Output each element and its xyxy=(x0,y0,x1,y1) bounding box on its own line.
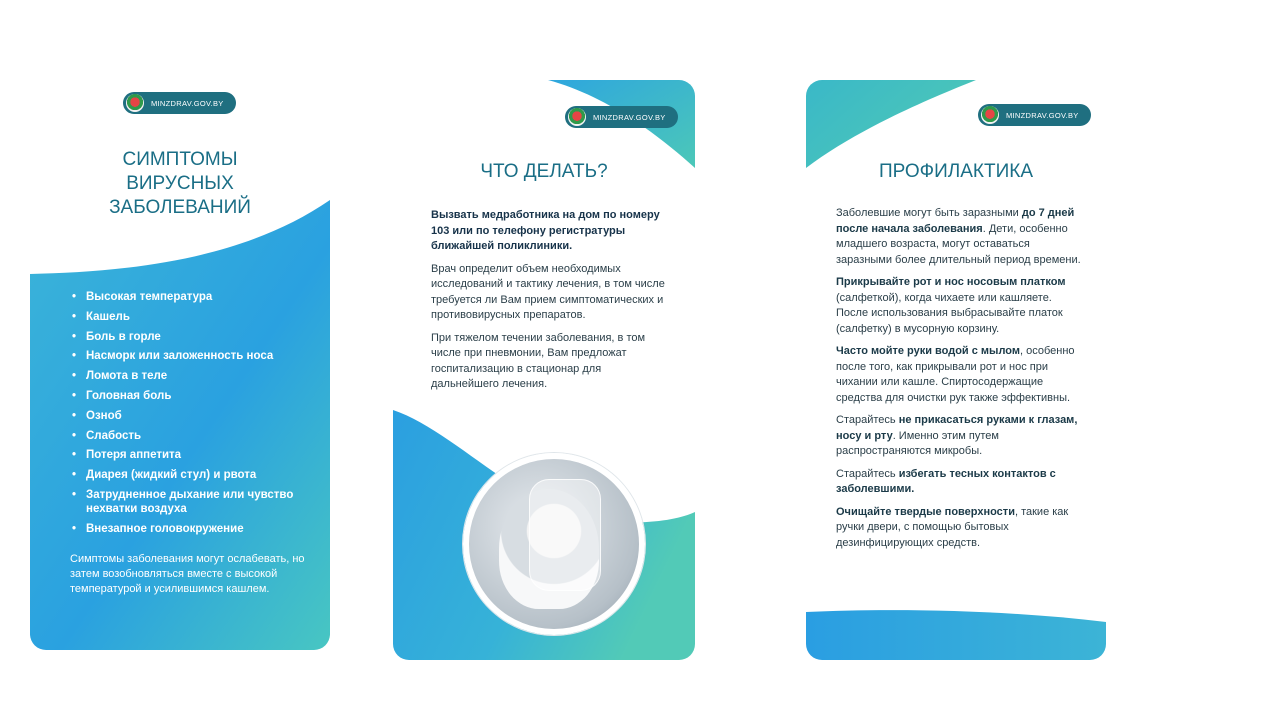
list-item: • Головная боль xyxy=(70,389,320,403)
tip-emphasis: до 7 дней после начала заболевания xyxy=(836,207,1075,235)
panel-title: ЧТО ДЕЛАТЬ? xyxy=(480,161,608,182)
emblem-icon xyxy=(126,94,144,112)
lead-text: Вызвать медработника на дом по номеру 103 или по телефону регистратуры ближайшей поликлиники. xyxy=(431,209,660,252)
brand-logo[interactable] xyxy=(123,92,236,114)
prevention-tips xyxy=(836,206,1081,558)
panel-prevention xyxy=(806,80,1106,660)
tip xyxy=(836,505,1081,552)
title-line: СИМПТОМЫ xyxy=(122,149,238,170)
emblem-icon xyxy=(568,108,586,126)
tip-emphasis: Прикрывайте рот и нос носовым платком xyxy=(836,276,1066,288)
brand-site: MINZDRAV.GOV.BY xyxy=(151,98,224,108)
brand-site: MINZDRAV.GOV.BY xyxy=(1006,110,1079,120)
paragraph: Врач определит объем необходимых исследований и тактику лечения, в том числе требуется ли Вам прием симптоматических и противовирусных препаратов. xyxy=(431,262,665,321)
list-item: • Озноб xyxy=(70,409,320,423)
tip-emphasis: избегать тесных контактов с заболевшими. xyxy=(836,467,1056,495)
tip-emphasis: Очищайте твердые поверхности xyxy=(836,505,1015,518)
tip-text: (салфеткой), когда чихаете или кашляете. После использования выбрасывайте платок (салфетку) в мусорную корзину. xyxy=(836,291,1063,335)
list-item: • Насморк или заложенность носа xyxy=(70,349,320,363)
brand-logo[interactable] xyxy=(978,104,1091,126)
panel-title xyxy=(50,148,310,220)
paragraph: При тяжелом течении заболевания, в том числе при пневмонии, Вам предложат госпитализацию в стационар для дальнейшего лечения. xyxy=(431,331,646,390)
tip-text: Старайтесь xyxy=(836,414,899,426)
list-item: • Затрудненное дыхание или чувство нехватки воздуха xyxy=(70,488,320,516)
list-item: • Слабость xyxy=(70,429,320,443)
tip-emphasis: Часто мойте руки водой с мылом xyxy=(836,345,1021,357)
tip-text: , особенно после того, как прикрывали рот и нос при чихании или кашле. Спиртосодержащие средства для очистки рук также эффективны. xyxy=(836,345,1075,404)
panel-what-to-do xyxy=(393,80,695,660)
brand-logo[interactable] xyxy=(565,106,678,128)
list-item: • Кашель xyxy=(70,310,320,324)
tip-text: . Именно этим путем распространяются микробы. xyxy=(836,429,999,457)
list-item: • Потеря аппетита xyxy=(70,448,320,462)
tip-text: , такие как ручки двери, с помощью бытовых дезинфицирующих средств. xyxy=(836,505,1069,549)
tip xyxy=(836,467,1081,498)
title-line: ВИРУСНЫХ xyxy=(126,173,234,194)
title-line: ЗАБОЛЕВАНИЙ xyxy=(109,197,251,218)
tip xyxy=(836,206,1081,268)
tip-text: Старайтесь xyxy=(836,467,899,480)
symptoms-note: Симптомы заболевания могут ослабевать, но затем возобновляться вместе с высокой температурой и усилившимся кашлем. xyxy=(70,553,305,595)
list-item: • Высокая температура xyxy=(70,290,320,304)
tip xyxy=(836,275,1081,337)
list-item: • Внезапное головокружение xyxy=(70,522,320,536)
tip-text: . Дети, особенно младшего возраста, могут оставаться заразными более длительный период времени. xyxy=(836,222,1081,266)
list-item: • Боль в горле xyxy=(70,330,320,344)
tip xyxy=(836,344,1081,406)
tip xyxy=(836,413,1081,460)
list-item: • Ломота в теле xyxy=(70,369,320,383)
doctor-photo xyxy=(463,453,645,635)
instructions xyxy=(431,208,666,400)
tip-text: Заболевшие могут быть заразными xyxy=(836,207,1019,219)
panel-title: ПРОФИЛАКТИКА xyxy=(878,161,1033,182)
list-item: • Диарея (жидкий стул) и рвота xyxy=(70,468,320,482)
brand-site: MINZDRAV.GOV.BY xyxy=(593,112,666,122)
panel-symptoms xyxy=(30,72,330,650)
tip-emphasis: не прикасаться руками к глазам, носу и рту xyxy=(836,414,1078,442)
emblem-icon xyxy=(981,106,999,124)
face-shield xyxy=(529,479,601,591)
symptom-list xyxy=(70,290,320,542)
